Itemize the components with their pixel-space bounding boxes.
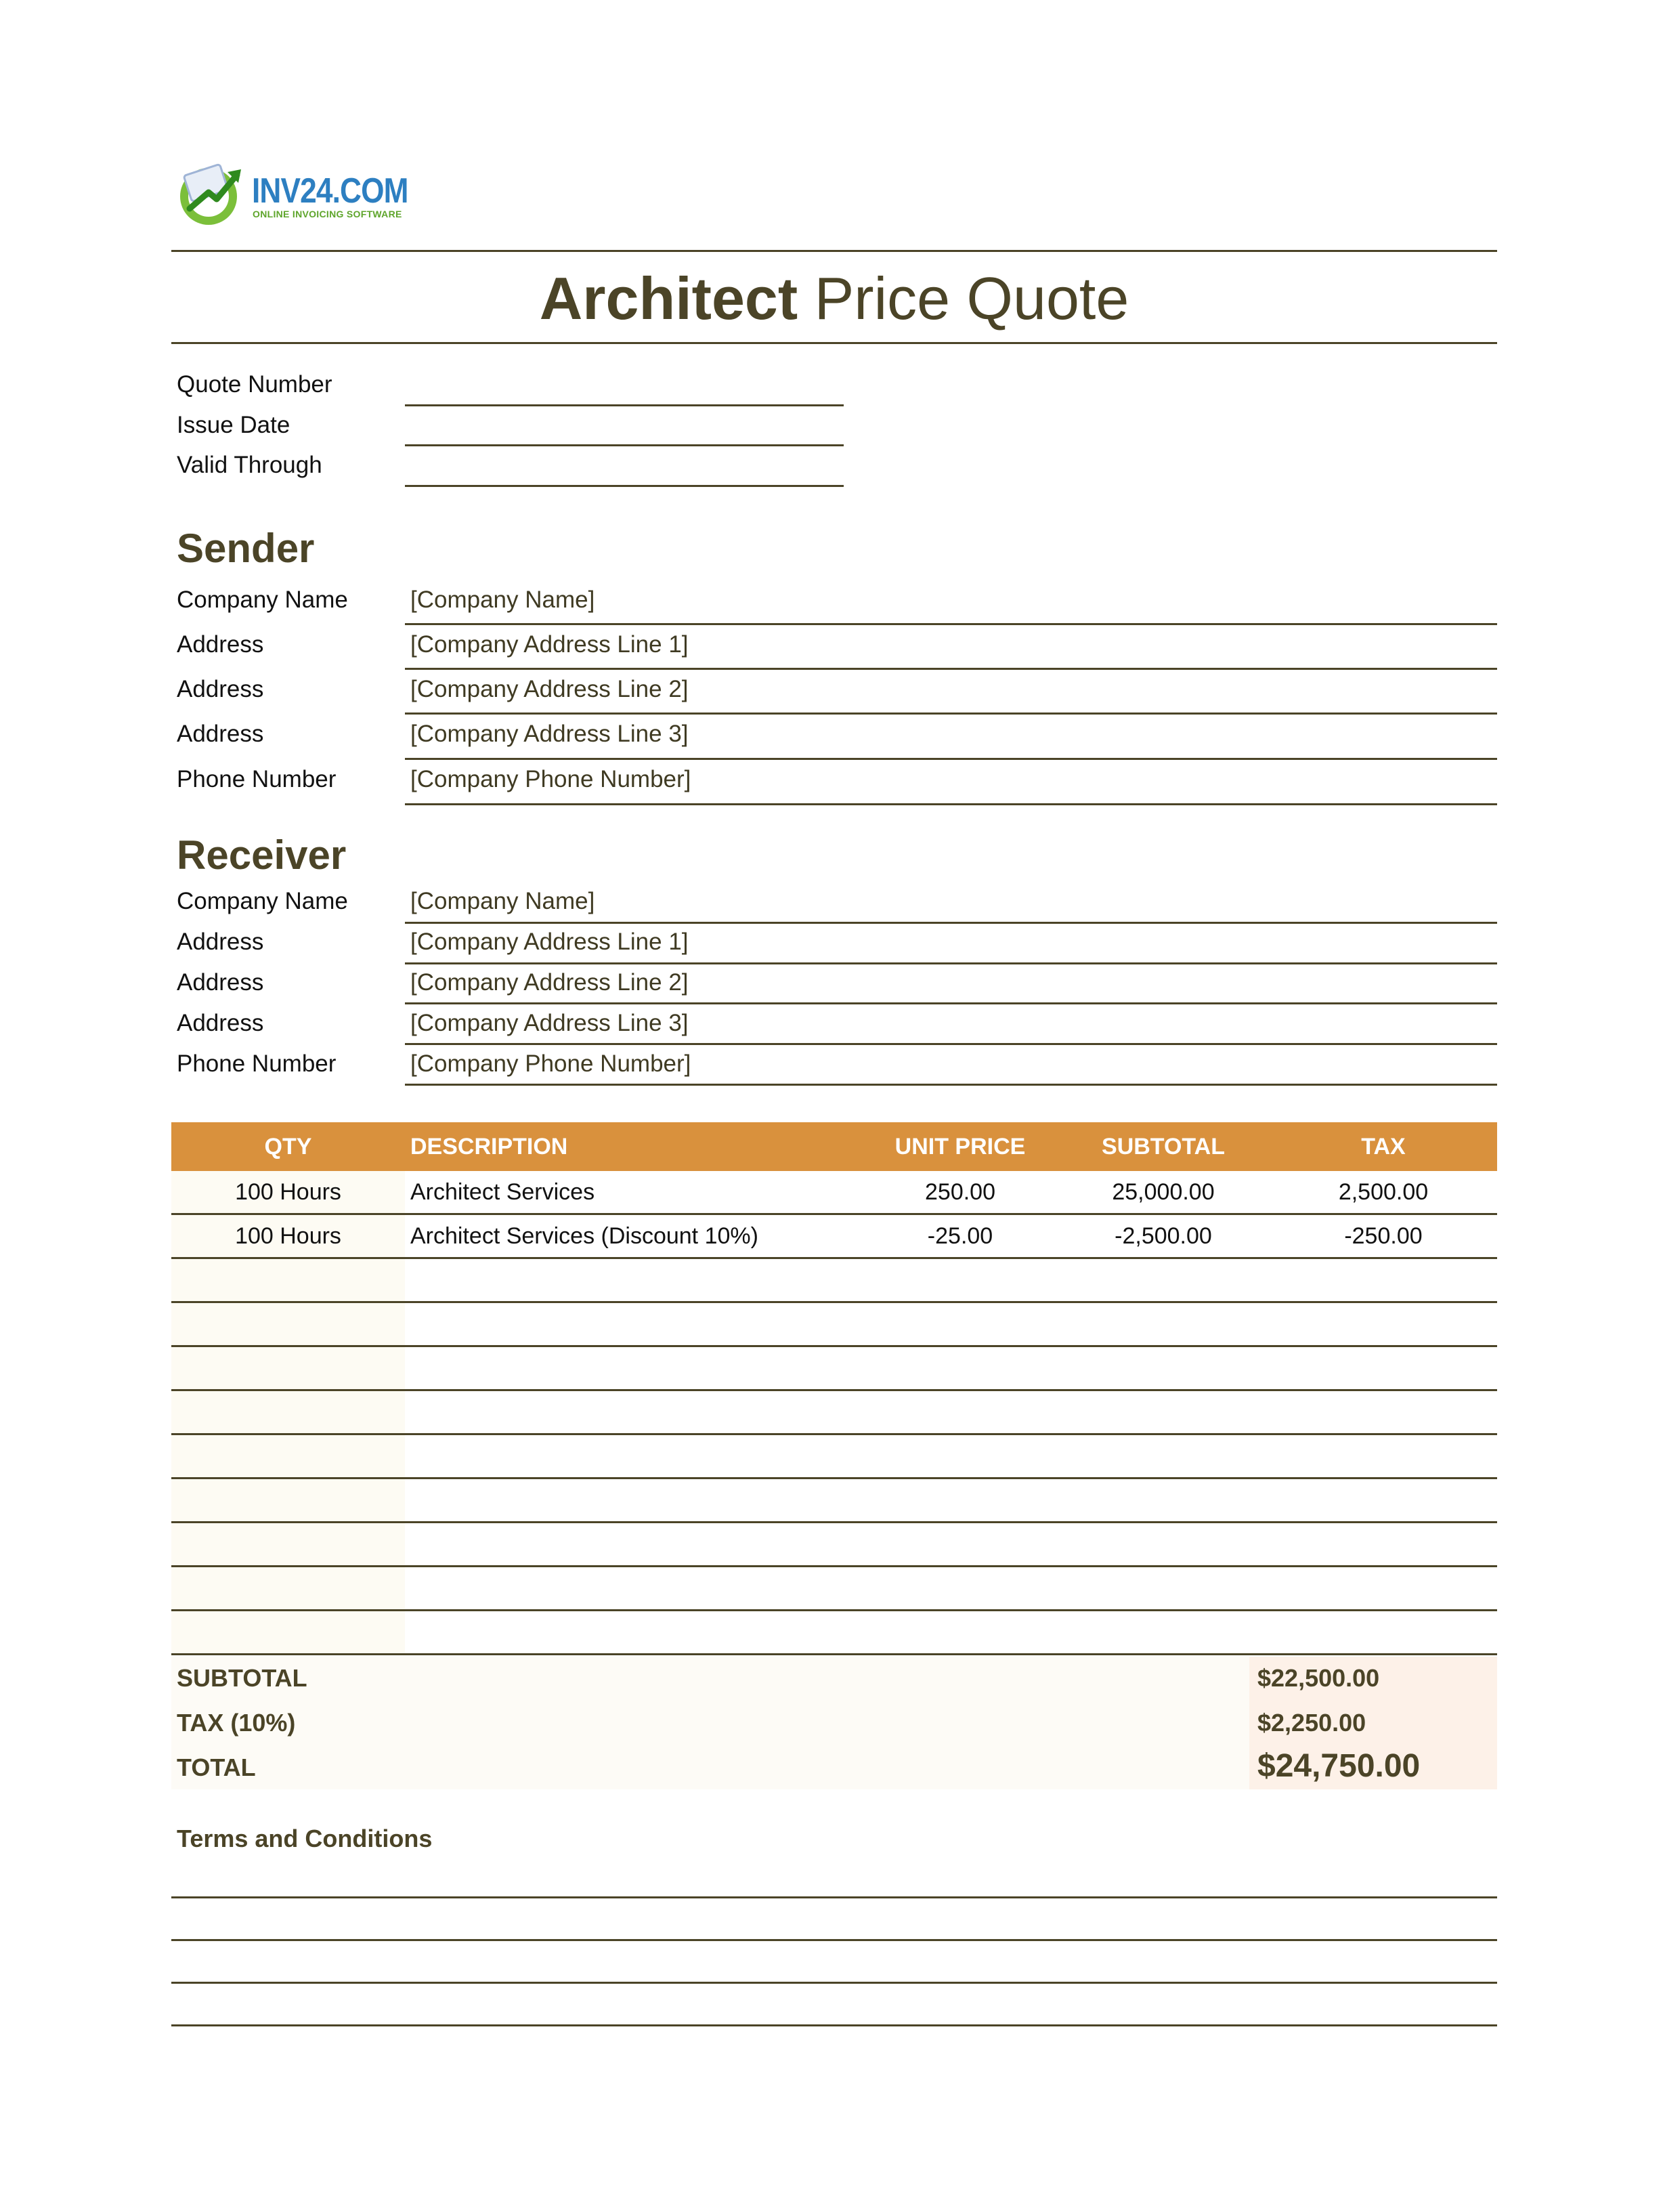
sender-address3-label: Address <box>177 721 264 747</box>
table-row-empty[interactable] <box>171 1259 1497 1303</box>
field-underline <box>405 1043 1497 1045</box>
sender-address2-label: Address <box>177 676 264 702</box>
logo-icon <box>175 160 249 228</box>
sender-heading: Sender <box>177 526 315 571</box>
row-description[interactable]: Architect Services (Discount 10%) <box>410 1223 758 1249</box>
receiver-company-label: Company Name <box>177 888 348 914</box>
quote-number-label: Quote Number <box>177 371 332 398</box>
subtotal-value: $22,500.00 <box>1257 1664 1380 1692</box>
divider-title <box>171 342 1497 344</box>
logo-brand: INV24.COM <box>252 171 408 211</box>
receiver-phone-label: Phone Number <box>177 1050 337 1077</box>
valid-through-label: Valid Through <box>177 452 322 478</box>
row-qty[interactable]: 100 Hours <box>235 1223 341 1249</box>
field-underline <box>405 803 1497 805</box>
table-row[interactable] <box>171 1171 1497 1215</box>
issue-date-field[interactable] <box>405 444 844 446</box>
field-underline <box>405 758 1497 760</box>
field-underline <box>405 922 1497 924</box>
title-bold: Architect <box>539 265 798 332</box>
terms-line[interactable] <box>171 1896 1497 1898</box>
title-rest: Price Quote <box>798 265 1129 332</box>
table-row[interactable] <box>171 1215 1497 1259</box>
table-row-empty[interactable] <box>171 1523 1497 1567</box>
logo-tagline: ONLINE INVOICING SOFTWARE <box>253 209 402 219</box>
quote-number-field[interactable] <box>405 404 844 406</box>
terms-heading: Terms and Conditions <box>177 1825 433 1852</box>
valid-through-field[interactable] <box>405 485 844 487</box>
tax-label: TAX (10%) <box>177 1709 296 1737</box>
table-row-empty[interactable] <box>171 1567 1497 1611</box>
table-row-empty[interactable] <box>171 1479 1497 1523</box>
sender-company-value[interactable]: [Company Name] <box>410 587 595 613</box>
row-tax[interactable]: -250.00 <box>1344 1223 1423 1249</box>
subtotal-label: SUBTOTAL <box>177 1664 307 1692</box>
receiver-address2-value[interactable]: [Company Address Line 2] <box>410 969 689 996</box>
field-underline <box>405 1084 1497 1086</box>
page-title <box>171 264 1497 333</box>
sender-address3-value[interactable]: [Company Address Line 3] <box>410 721 689 747</box>
terms-line[interactable] <box>171 2024 1497 2026</box>
field-underline <box>405 962 1497 964</box>
total-value: $24,750.00 <box>1257 1748 1421 1784</box>
sender-phone-value[interactable]: [Company Phone Number] <box>410 766 691 792</box>
table-row-empty[interactable] <box>171 1435 1497 1479</box>
field-underline <box>405 1002 1497 1004</box>
totals-panel <box>171 1657 1249 1789</box>
receiver-address1-label: Address <box>177 929 264 955</box>
row-unit-price[interactable]: -25.00 <box>927 1223 993 1249</box>
receiver-phone-value[interactable]: [Company Phone Number] <box>410 1050 691 1077</box>
header-unit-price: UNIT PRICE <box>894 1134 1026 1160</box>
field-underline <box>405 623 1497 625</box>
receiver-heading: Receiver <box>177 832 347 878</box>
sender-company-label: Company Name <box>177 587 348 613</box>
table-row-empty[interactable] <box>171 1391 1497 1435</box>
field-underline <box>405 668 1497 670</box>
sender-address1-value[interactable]: [Company Address Line 1] <box>410 631 689 658</box>
sender-address1-label: Address <box>177 631 264 658</box>
row-subtotal[interactable]: -2,500.00 <box>1115 1223 1212 1249</box>
header-qty: QTY <box>264 1134 312 1160</box>
divider-top <box>171 250 1497 252</box>
field-underline <box>405 712 1497 715</box>
table-row-empty[interactable] <box>171 1611 1497 1655</box>
receiver-address2-label: Address <box>177 969 264 996</box>
receiver-address3-label: Address <box>177 1010 264 1036</box>
row-unit-price[interactable]: 250.00 <box>925 1179 995 1205</box>
table-row-empty[interactable] <box>171 1347 1497 1391</box>
issue-date-label: Issue Date <box>177 412 290 438</box>
sender-address2-value[interactable]: [Company Address Line 2] <box>410 676 689 702</box>
row-tax[interactable]: 2,500.00 <box>1338 1179 1429 1205</box>
row-subtotal[interactable]: 25,000.00 <box>1112 1179 1215 1205</box>
logo <box>175 160 408 228</box>
items-table-header <box>171 1122 1497 1171</box>
terms-line[interactable] <box>171 1982 1497 1984</box>
row-qty[interactable]: 100 Hours <box>235 1179 341 1205</box>
receiver-company-value[interactable]: [Company Name] <box>410 888 595 914</box>
tax-value: $2,250.00 <box>1257 1709 1366 1737</box>
row-description[interactable]: Architect Services <box>410 1179 595 1205</box>
sender-phone-label: Phone Number <box>177 766 337 792</box>
table-row-empty[interactable] <box>171 1303 1497 1347</box>
header-subtotal: SUBTOTAL <box>1102 1134 1225 1160</box>
total-label: TOTAL <box>177 1753 256 1781</box>
receiver-address3-value[interactable]: [Company Address Line 3] <box>410 1010 689 1036</box>
terms-line[interactable] <box>171 1939 1497 1941</box>
receiver-address1-value[interactable]: [Company Address Line 1] <box>410 929 689 955</box>
header-description: DESCRIPTION <box>410 1134 568 1160</box>
header-tax: TAX <box>1361 1134 1406 1160</box>
